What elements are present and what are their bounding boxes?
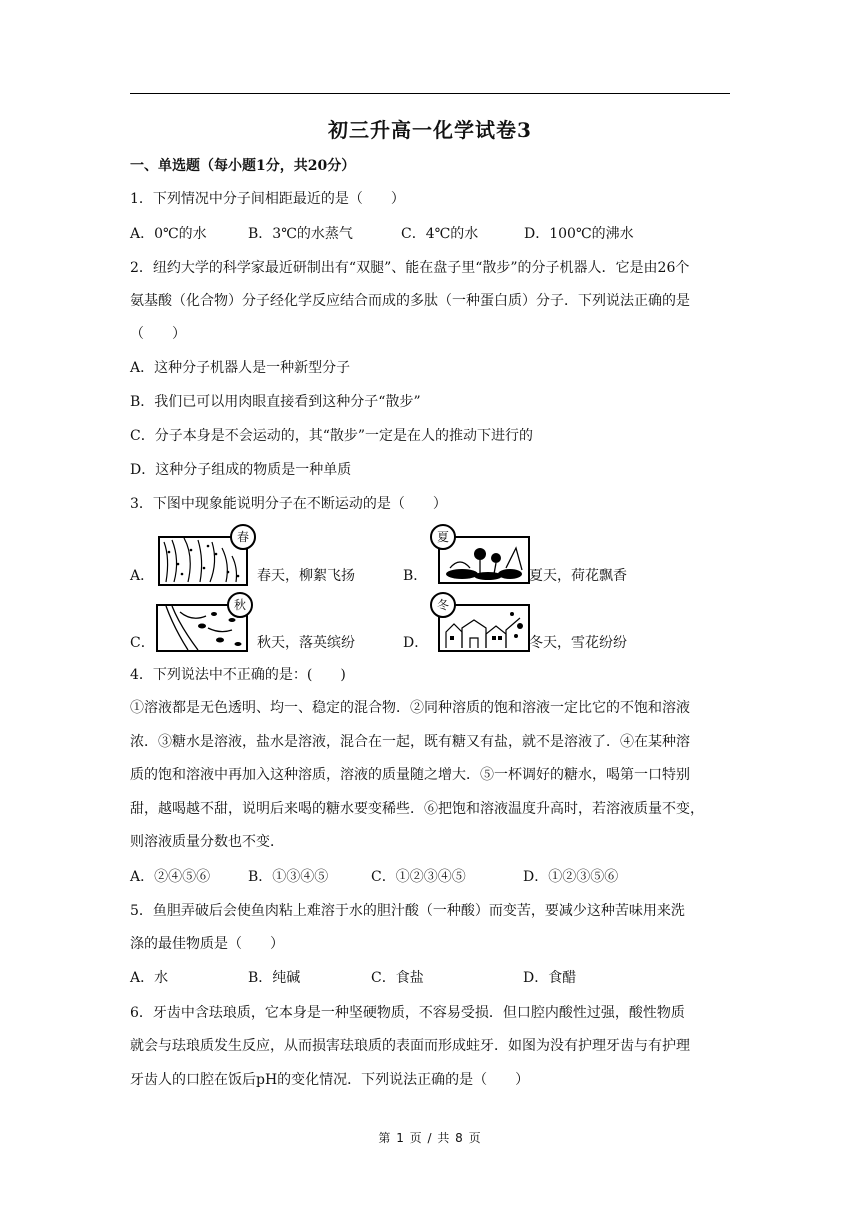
- badge-label: 春: [236, 530, 249, 544]
- q2-option-c: C．分子本身是不会运动的，其“散步”一定是在人的推动下进行的: [130, 428, 534, 444]
- q4-body-line: 质的饱和溶液中再加入这种溶质，溶液的质量随之增大．⑤一杯调好的糖水，喝第一口特别: [130, 767, 690, 783]
- q6-stem-line: 就会与珐琅质发生反应，从而损害珐琅质的表面而形成蛀牙．如图为没有护理牙齿与有护理: [130, 1038, 690, 1054]
- header-rule: [130, 93, 730, 94]
- q2-option-a: A．这种分子机器人是一种新型分子: [130, 360, 351, 376]
- q3-option-c-text: 秋天，落英缤纷: [257, 635, 355, 651]
- section-heading: 一、单选题（每小题1分，共20分）: [130, 158, 356, 174]
- badge-label: 夏: [436, 530, 449, 544]
- q5-option-a: A．水: [130, 970, 169, 986]
- season-badge-spring: [230, 524, 256, 550]
- q2-stem-line: 氨基酸（化合物）分子经化学反应结合而成的多肽（一种蛋白质）分子．下列说法正确的是: [130, 293, 690, 309]
- q3-stem: 3．下图中现象能说明分子在不断运动的是（ ）: [130, 496, 447, 512]
- badge-label: 秋: [233, 598, 246, 612]
- badge-label: 冬: [436, 598, 449, 612]
- q4-body-line: 浓．③糖水是溶液，盐水是溶液，混合在一起，既有糖又有盐，就不是溶液了．④在某种溶: [130, 734, 690, 750]
- q4-body-line: ①溶液都是无色透明、均一、稳定的混合物．②同种溶质的饱和溶液一定比它的不饱和溶液: [130, 700, 690, 716]
- q1-option-c: C．4℃的水: [401, 226, 479, 242]
- q3-option-c-letter: C．: [130, 635, 155, 651]
- q6-stem-line: 牙齿人的口腔在饭后pH的变化情况．下列说法正确的是（ ）: [130, 1072, 530, 1088]
- q2-option-d: D．这种分子组成的物质是一种单质: [130, 462, 352, 478]
- q2-option-b: B．我们已可以用肉眼直接看到这种分子“散步”: [130, 394, 421, 410]
- q5-option-d: D．食醋: [523, 970, 577, 986]
- q4-option-a: A．②④⑤⑥: [130, 869, 211, 885]
- q1-option-b: B．3℃的水蒸气: [248, 226, 353, 242]
- q4-body-line: 则溶液质量分数也不变．: [130, 834, 284, 850]
- q3-option-b-letter: B．: [403, 568, 428, 584]
- q4-option-d: D．①②③⑤⑥: [523, 869, 619, 885]
- q4-stem: 4．下列说法中不正确的是：( ): [130, 667, 346, 683]
- q2-stem-line: 2．纽约大学的科学家最近研制出有“双腿”、能在盘子里“散步”的分子机器人．它是由26个: [130, 260, 690, 276]
- q1-stem: 1．下列情况中分子间相距最近的是（ ）: [130, 191, 405, 207]
- q4-option-b: B．①③④⑤: [248, 869, 329, 885]
- q4-body-line: 甜，越喝越不甜，说明后来喝的糖水要变稀些．⑥把饱和溶液温度升高时，若溶液质量不变，: [130, 801, 704, 817]
- q3-option-d-text: 冬天，雪花纷纷: [529, 635, 627, 651]
- season-badge-winter: [430, 592, 456, 618]
- q2-stem-line: （ ）: [130, 326, 186, 342]
- season-badge-summer: [430, 524, 456, 550]
- q6-stem-line: 6．牙齿中含珐琅质，它本身是一种坚硬物质，不容易受损．但口腔内酸性过强，酸性物质: [130, 1005, 685, 1021]
- q5-option-c: C．食盐: [371, 970, 424, 986]
- season-badge-autumn: [227, 592, 253, 618]
- page-title: 初三升高一化学试卷3: [328, 118, 532, 142]
- q3-option-a-text: 春天，柳絮飞扬: [257, 568, 355, 584]
- q4-option-c: C．①②③④⑤: [371, 869, 466, 885]
- q1-option-d: D．100℃的沸水: [524, 226, 634, 242]
- q3-option-d-letter: D．: [403, 635, 429, 651]
- q1-option-a: A．0℃的水: [130, 226, 207, 242]
- q5-stem-line: 5．鱼胆弄破后会使鱼肉粘上难溶于水的胆汁酸（一种酸）而变苦，要减少这种苦味用来洗: [130, 903, 685, 919]
- q5-stem-line: 涤的最佳物质是（ ）: [130, 936, 284, 952]
- q3-option-b-text: 夏天，荷花飘香: [529, 568, 627, 584]
- q3-option-a-letter: A．: [130, 568, 155, 584]
- page-footer: 第 1 页 / 共 8 页: [378, 1131, 482, 1145]
- q5-option-b: B．纯碱: [248, 970, 301, 986]
